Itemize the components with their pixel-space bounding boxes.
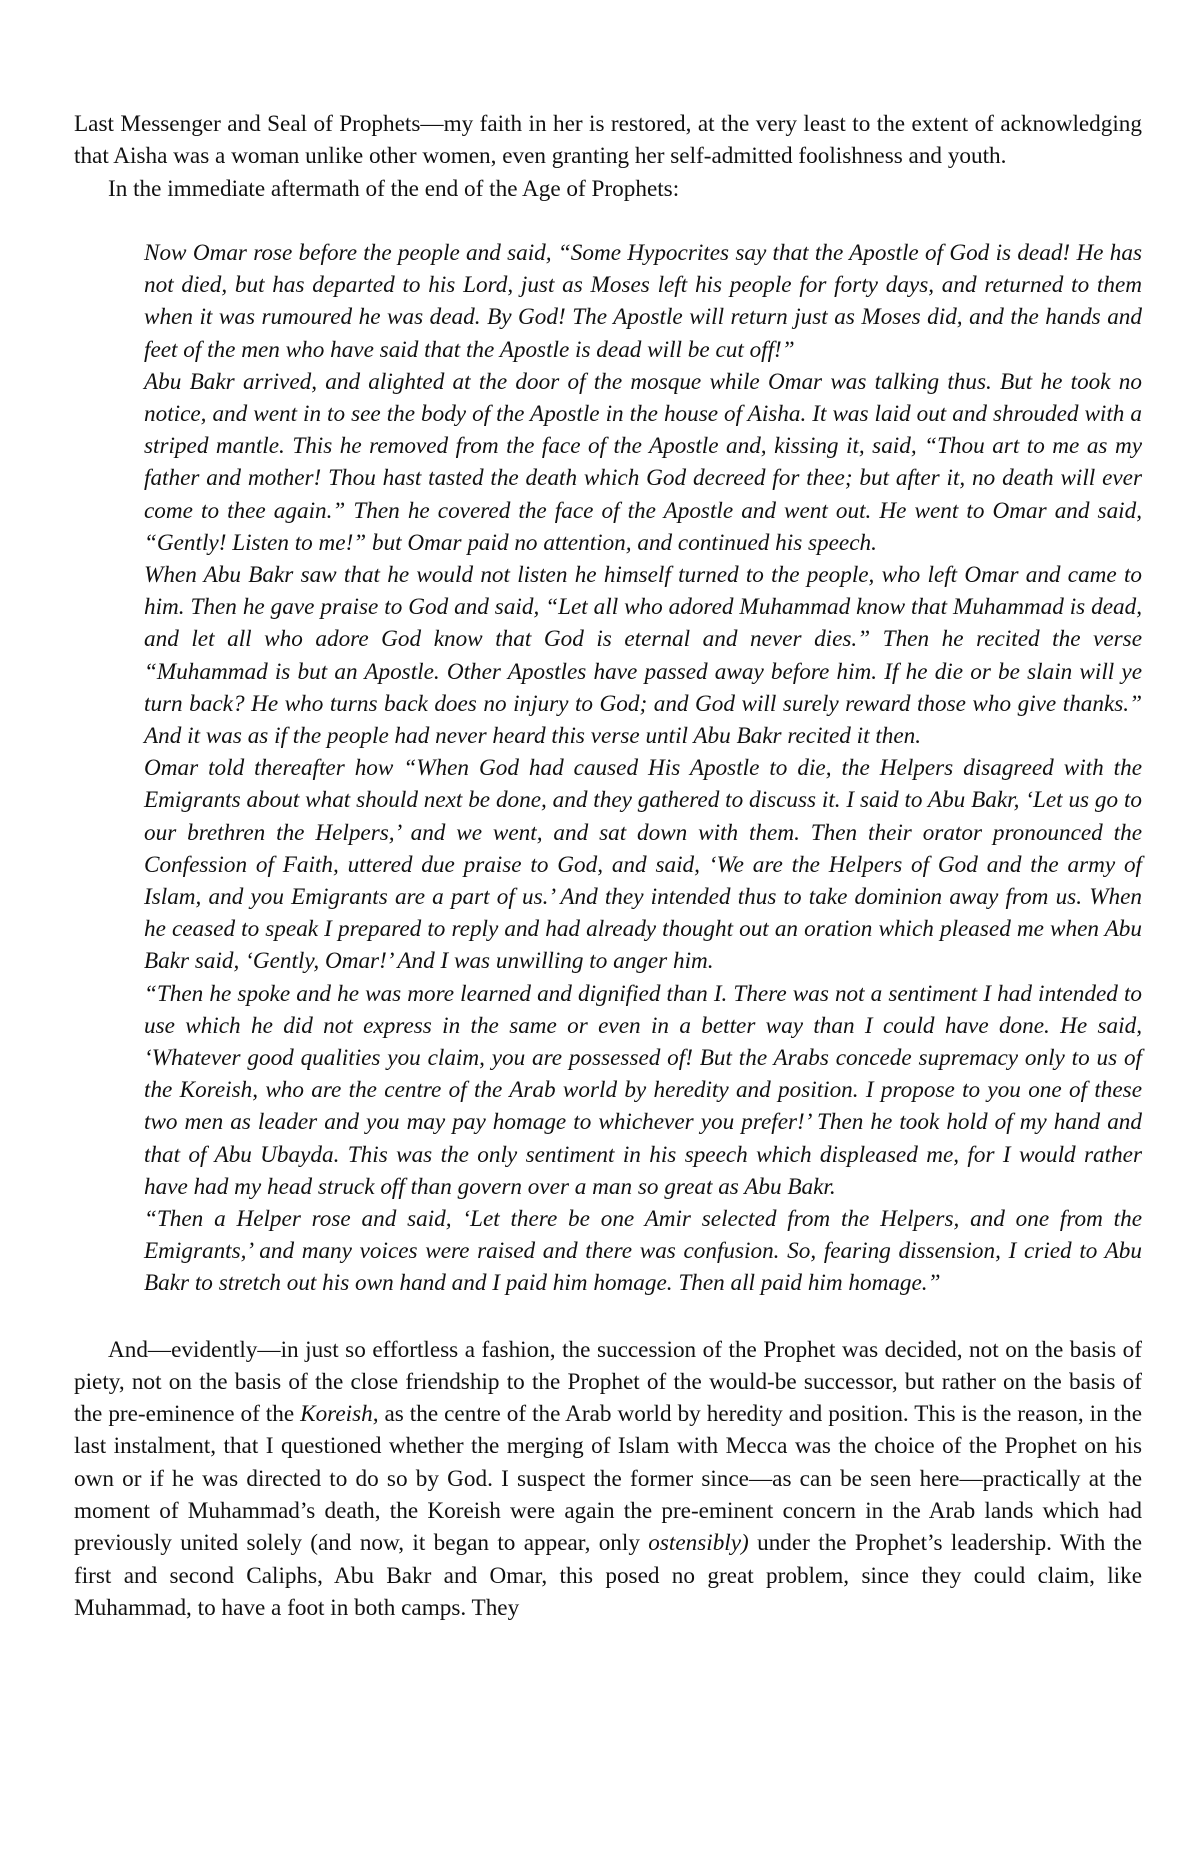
closing-paragraph: [74, 1334, 1142, 1625]
closing-text: under the Prophet’s leadership. With the first and second Caliphs, Abu Bakr and Omar, this posed no great problem, since they could claim, like Muhammad, to have a foot in both camps. They: [74, 1530, 1142, 1621]
quote-paragraph: “Then a Helper rose and said, ‘Let there be one Amir selected from the Helpers, and one from the Emigrants,’ and many voices were raised and there was confusion. So, fearing dissension, I cried to Abu Bakr to stretch out his own hand and I paid him homage. Then all paid him homage.”: [144, 1205, 1142, 1297]
quote-paragraph: “Then he spoke and he was more learned and dignified than I. There was not a sentiment I had intended to use which he did not express in the same or even in a better way than I could have done. He said, ‘Whatever good qualities you claim, you are possessed of! But the Arabs concede supremacy only to us of the Koreish, who are the centre of the Arab world by heredity and position. I propose to you one of these two men as leader and you may pay homage to whichever you prefer!’ Then he took hold of my hand and that of Abu Ubayda. This was the only sentiment in his speech which displeased me, for I would rather have had my head struck off than govern over a man so great as Abu Bakr.: [144, 980, 1142, 1200]
aftermath-paragraph: In the immediate aftermath of the end of the Age of Prophets:: [108, 175, 680, 202]
closing-text: as the centre of the Arab world by heredity and position. This is the reason, in the last instalment, that I questioned whether the merging of Islam with Mecca was the choice of the Prophet on his own or if he was directed to do so by God. I suspect the former since—as can be seen here—practically at the moment of Muhammad’s death, the Koreish were again the pre-eminent concern in the Arab lands which had previously united solely (and now, it began to appear, only: [74, 1401, 1142, 1557]
quote-paragraph: Abu Bakr arrived, and alighted at the door of the mosque while Omar was talking thus. But he took no notice, and went in to see the body of the Apostle in the house of Aisha. It was laid out and shrouded with a striped mantle. This he removed from the face of the Apostle and, kissing it, said, “Thou art to me as my father and mother! Thou hast tasted the death which God decreed for thee; but after it, no death will ever come to thee again.” Then he covered the face of the Apostle and went out. He went to Omar and said, “Gently! Listen to me!” but Omar paid no attention, and continued his speech.: [144, 368, 1142, 556]
quote-paragraph: When Abu Bakr saw that he would not listen he himself turned to the people, who left Omar and came to him. Then he gave praise to God and said, “Let all who adored Muhammad know that Muhammad is dead, and let all who adore God know that God is eternal and never dies.” Then he recited the verse “Muhammad is but an Apostle. Other Apostles have passed away before him. If he die or be slain will ye turn back? He who turns back does no injury to God; and God will surely reward those who give thanks.” And it was as if the people had never heard this verse until Abu Bakr recited it then.: [144, 561, 1142, 749]
intro-paragraph: Last Messenger and Seal of Prophets—my faith in her is restored, at the very least to the extent of acknowledging that Aisha was a woman unlike other women, even granting her self-admitted foolishness and youth.: [74, 111, 1142, 170]
koreish-term: Koreish,: [300, 1401, 379, 1428]
ostensibly-term: ostensibly): [648, 1530, 749, 1557]
block-quote: [144, 237, 1142, 1300]
quote-paragraph: Now Omar rose before the people and said, “Some Hypocrites say that the Apostle of God is dead! He has not died, but has departed to his Lord, just as Moses left his people for forty days, and returned to them when it was rumoured he was dead. By God! The Apostle will return just as Moses did, and the hands and feet of the men who have said that the Apostle is dead will be cut off!”: [144, 239, 1142, 363]
quote-paragraph: Omar told thereafter how “When God had caused His Apostle to die, the Helpers disagreed with the Emigrants about what should next be done, and they gathered to discuss it. I said to Abu Bakr, ‘Let us go to our brethren the Helpers,’ and we went, and sat down with them. Then their orator pronounced the Confession of Faith, uttered due praise to God, and said, ‘We are the Helpers of God and the army of Islam, and you Emigrants are a part of us.’ And they intended thus to take dominion away from us. When he ceased to speak I prepared to reply and had already thought out an oration which pleased me when Abu Bakr said, ‘Gently, Omar!’ And I was unwilling to anger him.: [144, 755, 1142, 975]
closing-text: And—evidently—in just so effortless a fashion, the succession of the Prophet was decided, not on the basis of piety, not on the basis of the close friendship to the Prophet of the would-be successor, but rather on the basis of the pre-eminence of the: [74, 1336, 1142, 1428]
